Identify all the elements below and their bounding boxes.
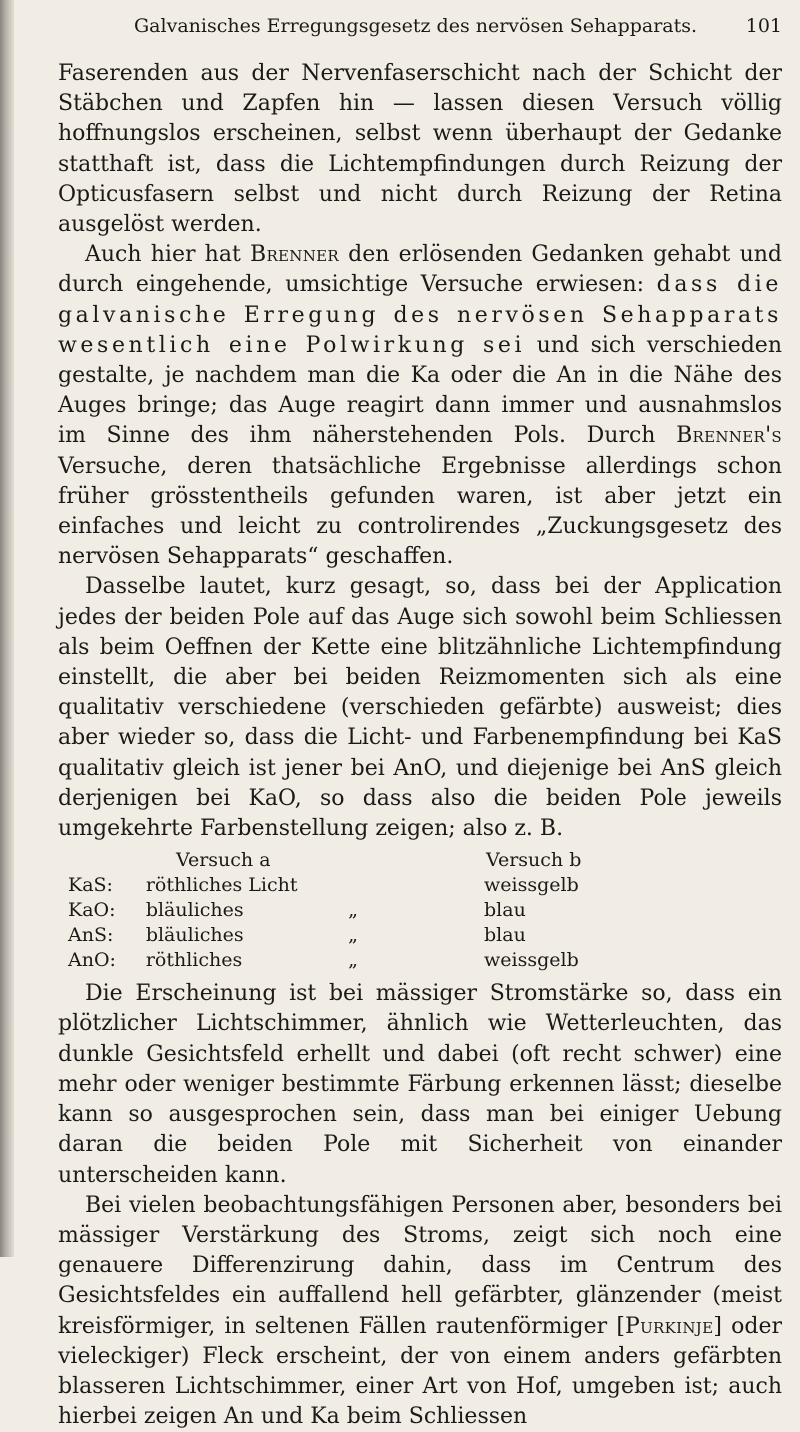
ditto-mark: „	[348, 899, 358, 922]
author-name-brenner-possessive: Brenner's	[676, 423, 782, 449]
ditto-mark: „	[348, 949, 358, 972]
versuch-a-cell: bläuliches	[145, 924, 244, 947]
ion-cell: AnO:	[68, 949, 116, 972]
versuch-b-cell: weissgelb	[484, 949, 579, 972]
column-header-versuch-b: Versuch b	[486, 849, 582, 872]
body-text	[58, 59, 782, 1432]
versuch-b-cell: weissgelb	[484, 874, 579, 897]
versuch-b-cell: blau	[484, 924, 526, 947]
page-number: 101	[745, 15, 782, 37]
paragraph-4: Die Erscheinung ist bei mässiger Stromstärke so, dass ein plötzlicher Lichtschimmer, ähnlich wie Wetterleuchten, das dunkle Gesichtsfeld erhellt und dabei (oft recht schwer) eine mehr oder weniger bestimmte Färbung erkennen lässt; dieselbe kann so ausgesprochen sein, dass man bei einiger Uebung daran die beiden Pole mit Sicherheit von einander unterscheiden kann.	[58, 981, 782, 1188]
versuch-a-cell: bläuliches	[145, 899, 244, 922]
ditto-mark: „	[348, 924, 358, 947]
text-run: Versuche, deren thatsächliche Ergebnisse allerdings schon früher grösstentheils gefunden waren, ist aber jetzt ein einfaches und leicht zu controlirendes „Zuckungsgesetz des nervösen Sehapparats“ geschaffen.	[58, 453, 782, 570]
text-run: ] oder vieleckiger) Fleck erscheint, der von einem anders gefärbten blasseren Lichtschimmer, einer Art von Hof, umgeben ist; auch hierbei zeigen An und Ka beim Schliessen	[58, 1313, 782, 1430]
table-row	[68, 898, 581, 923]
paragraph-3: Dasselbe lautet, kurz gesagt, so, dass bei der Application jedes der beiden Pole auf das Auge sich sowohl beim Schliessen als beim Oeffnen der Kette eine blitzähnliche Lichtempfindung einstellt, die aber bei beiden Reizmomenten sich als eine qualitativ verschiedene (verschieden gefärbte) ausweist; dies aber wieder so, dass die Licht- und Farbenempfindung bei KaS qualitativ gleich ist jener bei AnO, und diejenige bei AnS gleich derjenigen bei KaO, so dass also die beiden Pole jeweils umgekehrte Farbenstellung zeigen; also z. B.	[58, 574, 782, 842]
text-run: und sich verschieden gestalte, je nachdem man die Ka oder die An in die Nähe des Auges bringe; das Auge reagirt dann immer und ausnahmslos im Sinne des ihm näherstehenden Pols. Durch	[58, 332, 782, 449]
table-row	[68, 923, 581, 948]
text-run: Auch hier hat	[85, 242, 250, 268]
text-run: Bei vielen beobachtungsfähigen Personen aber, besonders bei mässiger Verstärkung des Stroms, zeigt sich noch eine genauere Differenzirung dahin, dass im Centrum des Gesichtsfeldes ein auffallend hell gefärbter, glänzender (meist kreisförmiger, in seltenen Fällen rautenförmiger [	[58, 1192, 782, 1339]
table-row	[68, 948, 581, 973]
running-header	[58, 14, 782, 44]
versuch-a-cell: röthliches Licht	[145, 874, 298, 897]
text-run: den erlösenden Gedanken gehabt und durch eingehende, umsichtige Versuche erwiesen:	[58, 242, 782, 298]
ion-cell: AnS:	[68, 924, 114, 947]
versuch-b-cell: blau	[484, 899, 526, 922]
ion-cell: KaO:	[68, 899, 116, 922]
table-row	[68, 873, 581, 898]
ion-cell: KaS:	[68, 874, 113, 897]
table-header-row	[68, 848, 581, 873]
versuch-a-cell: röthliches	[145, 949, 243, 972]
book-gutter-shadow	[0, 0, 14, 1257]
paragraph-5	[58, 1191, 782, 1432]
author-name-purkinje: Purkinje	[624, 1313, 714, 1339]
emphasized-law: dass die galvanische Erregung des nervösen Sehapparats wesentlich eine Polwirkung sei	[58, 272, 782, 358]
running-title: Galvanisches Erregungsgesetz des nervösen Sehapparats.	[134, 15, 698, 37]
paragraph-2	[58, 240, 782, 572]
paragraph-1: Faserenden aus der Nervenfaserschicht nach der Schicht der Stäbchen und Zapfen hin — lassen diesen Versuch völlig hoffnungslos erscheinen, selbst wenn überhaupt der Gedanke statthaft ist, dass die Lichtempfindungen durch Reizung der Opticusfasern selbst und nicht durch Reizung der Retina ausgelöst werden.	[58, 61, 782, 238]
book-page	[58, 14, 782, 1432]
column-header-versuch-a: Versuch a	[176, 849, 271, 872]
author-name-brenner: Brenner	[249, 242, 339, 268]
versuch-table	[68, 848, 581, 973]
